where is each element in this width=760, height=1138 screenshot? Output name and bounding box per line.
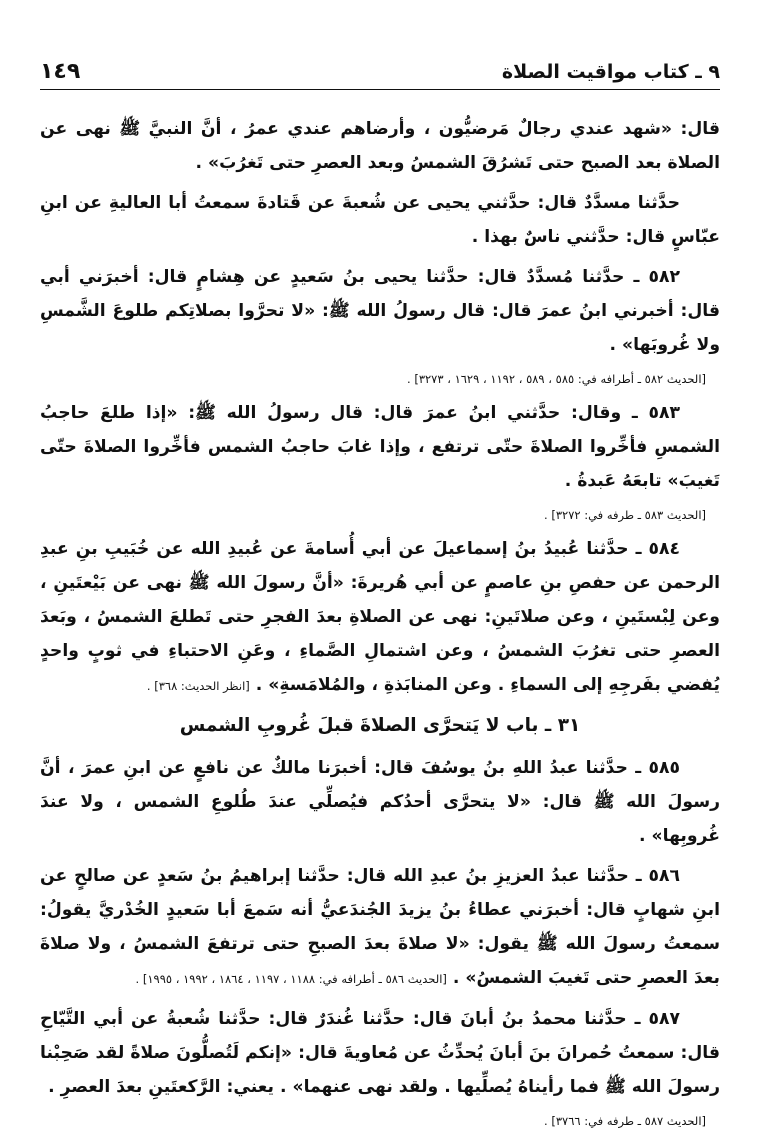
hadith-reference: [الحديث ٥٨٧ ـ طرفه في: ٣٧٦٦] . — [544, 1114, 706, 1128]
hadith-text: ـ حدَّثنا مُسدَّدٌ قال: حدَّثنا يحيى بنُ سَعيدٍ عن هِشامٍ قال: أخبرَني أبي قال: أخبرني ابنُ عمرَ قال: قال رسولُ الله ﷺ: «لا تحرَّوا بصلاتِكم طلوعَ الشَّمسِ ولا غُروبَها» . — [40, 267, 720, 355]
hadith-586 — [40, 859, 720, 996]
hadith-text: ـ حدَّثنا عبدُ العزيزِ بنُ عبدِ الله قال: حدَّثنا إبراهيمُ بنُ سَعدٍ عن صالحٍ عن ابنِ شهابٍ قال: أخبرَني عطاءُ بنُ يزيدَ الجُندَعيُّ أنه سَمعَ أبا سَعيدٍ الخُدْريَّ يقولُ: سمعتُ رسولَ الله ﷺ يقول: «لا صلاةَ بعدَ الصبحِ حتى ترتفعَ الشمسُ ، ولا صلاةَ بعدَ العصرِ حتى تَغيبَ الشمسُ» . — [40, 866, 720, 988]
page-number: ١٤٩ — [40, 59, 81, 84]
page-header — [40, 58, 720, 90]
paragraph: قال: «شهد عندي رجالٌ مَرضيُّون ، وأرضاهم عندي عمرُ ، أنَّ النبيَّ ﷺ نهى عن الصلاة بعد الصبح حتى تَشرُقَ الشمسُ وبعد العصرِ حتى تَغرُبَ» . — [40, 119, 720, 173]
page-body — [40, 112, 720, 1138]
hadith-reference: [انظر الحديث: ٣٦٨] . — [146, 679, 250, 693]
hadith-583 — [40, 396, 720, 498]
hadith-text: ـ وقال: حدَّثني ابنُ عمرَ قال: قال رسولُ الله ﷺ: «إذا طلعَ حاجبُ الشمسِ فأخِّروا الصلاةَ حتّى ترتفع ، وإذا غابَ حاجبُ الشمس فأخِّروا الصلاةَ حتّى تَغيبَ» تابعَهُ عَبدةُ . — [40, 403, 720, 491]
hadith-reference: [الحديث ٥٨٦ ـ أطرافه في: ١١٨٨ ، ١١٩٧ ، ١٨٦٤ ، ١٩٩٢ ، ١٩٩٥] . — [135, 972, 447, 986]
chapter-heading: ٣١ ـ باب لا يَتحرَّى الصلاةَ قبلَ غُروبِ الشمس — [179, 715, 581, 736]
hadith-number: ٥٨٣ — [648, 403, 680, 423]
hadith-text: ـ حدَّثنا محمدُ بنُ أبانَ قال: حدَّثنا غُندَرٌ قال: حدَّثنا شُعبةُ عن أبي التَّيّاحِ قال: سمعتُ حُمرانَ بنَ أبانَ يُحدِّثُ عن مُعاويةَ قال: «إنكم لَتُصلُّونَ صلاةً لقد صَحِبْنا رسولَ الله ﷺ فما رأيناهُ يُصلِّيها . ولقد نهى عنهما» . يعني: الرَّكعتَينِ بعدَ العصرِ . — [40, 1009, 720, 1097]
hadith-number: ٥٨٤ — [648, 539, 681, 559]
chapter-running-title: ٩ ـ كتاب مواقيت الصلاة — [501, 60, 720, 83]
hadith-585 — [40, 751, 720, 853]
hadith-587 — [40, 1002, 720, 1104]
hadith-text: ـ حدَّثنا عُبيدُ بنُ إسماعيلَ عن أبي أُسامةَ عن عُبيدِ الله عن خُبَيبِ بنِ عبدِ الرحمن عن حفصِ بنِ عاصمٍ عن أبي هُريرةَ: «أنَّ رسولَ الله ﷺ نهى عن بَيْعتَينِ ، وعن لِبْستَينِ ، وعن صلاتَينِ: نهى عن الصلاةِ بعدَ الفجرِ حتى تَطلعَ الشمسُ ، وبَعدَ العصرِ حتى تغرُبَ الشمسُ ، وعن اشتمالِ الصَّماءِ ، وعَنِ الاحتباءِ في ثوبٍ واحدٍ يُفضي بفَرجِهِ إلى السماءِ . وعن المنابَذةِ ، والمُلامَسةِ» . — [40, 539, 720, 695]
hadith-number: ٥٨٦ — [648, 866, 680, 886]
hadith-reference: [الحديث ٥٨٢ ـ أطرافه في: ٥٨٥ ، ٥٨٩ ، ١١٩٢ ، ١٦٢٩ ، ٣٢٧٣] . — [407, 372, 706, 386]
hadith-number: ٥٨٥ — [648, 758, 681, 778]
hadith-584 — [40, 532, 720, 703]
hadith-number: ٥٨٢ — [648, 267, 681, 287]
hadith-reference: [الحديث ٥٨٣ ـ طرفه في: ٣٢٧٢] . — [544, 508, 706, 522]
paragraph: حدَّثنا مسدَّدٌ قال: حدَّثني يحيى عن شُعبةَ عن قَتادةَ سمعتُ أبا العاليةِ عن ابنِ عبّاسٍ قال: حدَّثني ناسٌ بهذا . — [40, 193, 720, 247]
hadith-582 — [40, 260, 720, 362]
hadith-number: ٥٨٧ — [648, 1009, 680, 1029]
hadith-text: ـ حدَّثنا عبدُ اللهِ بنُ يوسُفَ قال: أخبرَنا مالكٌ عن نافعٍ عن ابنِ عمرَ ، أنَّ رسولَ الله ﷺ قال: «لا يتحرَّى أحدُكم فيُصلِّي عندَ طُلوعِ الشمس ، ولا عندَ غُروبِها» . — [40, 758, 720, 846]
